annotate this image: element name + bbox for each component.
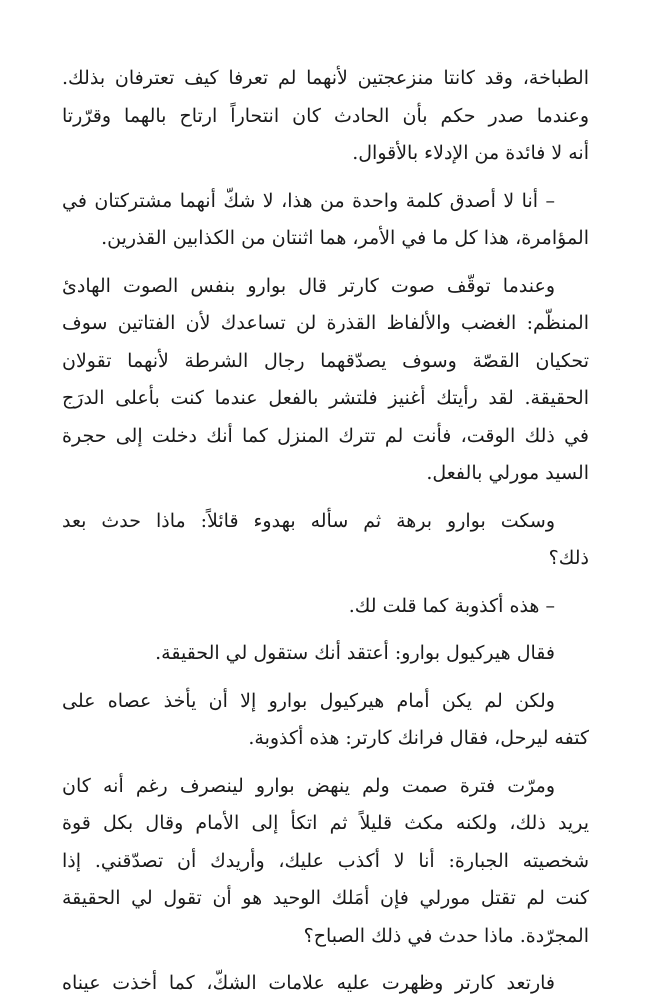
text-line: يريد ذلك، ولكنه مكث قليلاً ثم اتكأ إلى الأمام وقال بكل قوة — [62, 812, 589, 834]
text-line: تحكيان القصّة وسوف يصدّقهما رجال الشرطة لأنهما تقولان — [62, 349, 589, 372]
paragraph — [62, 503, 589, 578]
text-line: في ذلك الوقت، فأنت لم تترك المنزل كما أنك دخلت إلى حجرة — [62, 424, 589, 447]
text-line: فارتعد كارتر وظهرت عليه علامات الشكّ، كما أخذت عيناه — [62, 972, 555, 994]
text-line: كنت لم تقتل مورلي فإن أمَلك الوحيد هو أن تقول لي الحقيقة — [62, 887, 589, 909]
paragraph — [62, 588, 589, 626]
paragraph — [62, 965, 589, 1003]
text-line: المجرّدة. ماذا حدث في ذلك الصباح؟ — [303, 924, 589, 947]
text-line: ذلك؟ — [548, 547, 589, 569]
text-line: الطباخة، وقد كانتا منزعجتين لأنهما لم تعرفا كيف تعترفان بذلك. — [62, 67, 589, 89]
text-line: وسكت بوارو برهة ثم سأله بهدوء قائلاً: ماذا حدث بعد — [62, 509, 555, 532]
paragraph — [62, 268, 589, 493]
text-line: – هذه أكذوبة كما قلت لك. — [348, 594, 555, 617]
text-line: ومرّت فترة صمت ولم ينهض بوارو لينصرف رغم أنه كان — [62, 774, 555, 797]
text-line: – أنا لا أصدق كلمة واحدة من هذا، لا شكّ أنهما مشتركتان في — [62, 189, 555, 212]
text-line: وعندما صدر حكم بأن الحادث كان انتحاراً ارتاح بالهما وقرّرتا — [62, 104, 589, 127]
text-line: ولكن لم يكن أمام هيركيول بوارو إلا أن يأخذ عصاه على — [62, 689, 555, 712]
text-line: شخصيته الجبارة: أنا لا أكذب عليك، وأريدك أن تصدّقني. إذا — [62, 849, 589, 872]
paragraph — [62, 768, 589, 956]
text-line: المؤامرة، هذا كل ما في الأمر، هما اثنتان من الكذابين القذرين. — [101, 227, 589, 249]
paragraph — [62, 635, 589, 673]
text-line: فقال هيركيول بوارو: أعتقد أنك ستقول لي الحقيقة. — [155, 642, 555, 664]
text-line: كتفه ليرحل، فقال فرانك كارتر: هذه أكذوبة. — [248, 727, 589, 749]
text-line: أنه لا فائدة من الإدلاء بالأقوال. — [352, 142, 589, 164]
paragraph — [62, 183, 589, 258]
text-line: الحقيقة. لقد رأيتك أغنيز فلتشر بالفعل عندما كنت بأعلى الدرَج — [62, 387, 589, 409]
paragraph — [62, 683, 589, 758]
paragraph — [62, 60, 589, 173]
text-line: المنظّم: الغضب والألفاظ القذرة لن تساعدك لأن الفتاتين سوف — [62, 312, 589, 334]
text-line: وعندما توقّف صوت كارتر قال بوارو بنفس الصوت الهادئ — [62, 274, 555, 297]
text-line: السيد مورلي بالفعل. — [426, 462, 589, 484]
